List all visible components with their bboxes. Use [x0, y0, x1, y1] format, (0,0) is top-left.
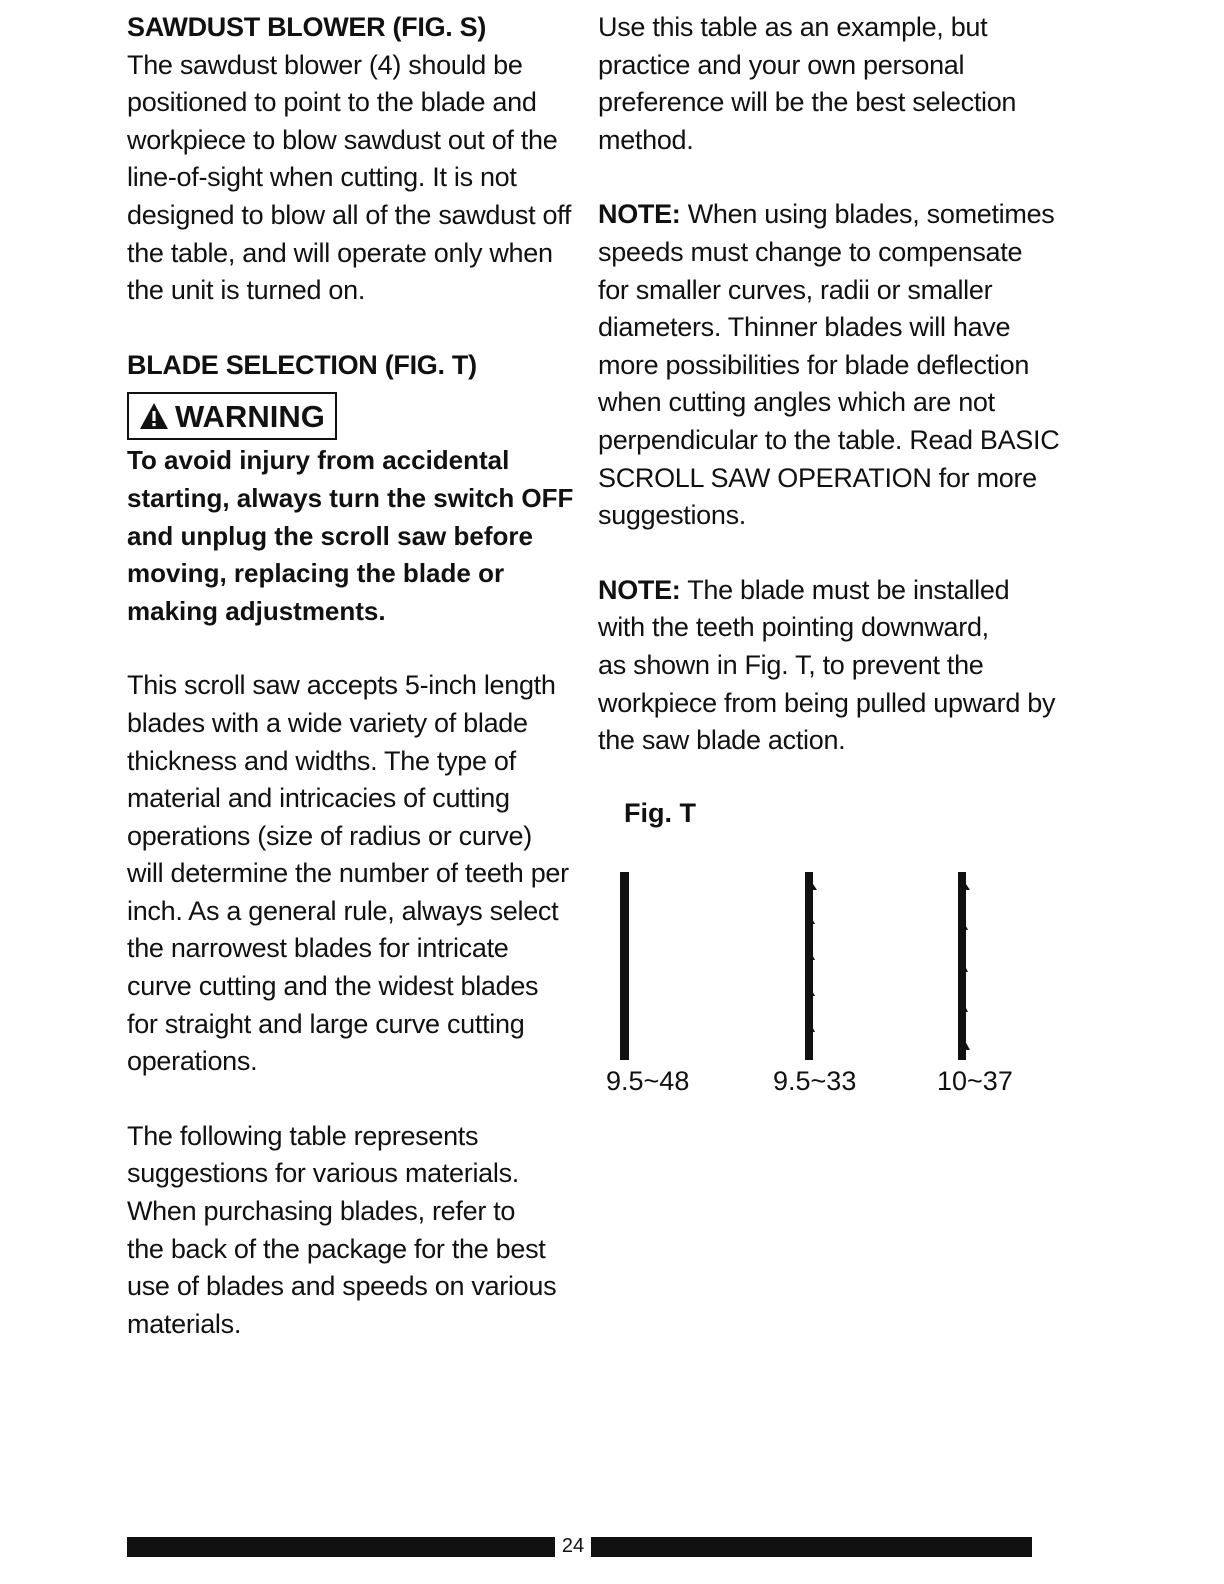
text-line: starting, always turn the switch OFF: [127, 482, 574, 513]
warning-row: [127, 392, 567, 442]
text-fragment: When using blades, sometimes: [680, 199, 1055, 230]
left-column: [127, 9, 574, 1343]
text-line: blades with a wide variety of blade: [127, 707, 528, 738]
text-line: for smaller curves, radii or smaller: [598, 274, 993, 305]
text-line: line-of-sight when cutting. It is not: [127, 162, 517, 193]
figure-t-label: Fig. T: [624, 798, 696, 828]
text-line: When purchasing blades, refer to: [127, 1196, 516, 1227]
page-number: 24: [561, 1535, 585, 1557]
warning-text: [127, 442, 574, 630]
text-line: the table, and will operate only when: [127, 237, 553, 268]
text-line: use of blades and speeds on various: [127, 1271, 557, 1302]
text-fragment: The blade must be installed: [680, 574, 1010, 605]
text-line: method.: [598, 124, 694, 155]
note-label: NOTE:: [598, 199, 681, 230]
text-line: moving, replacing the blade or: [127, 558, 505, 589]
text-line: preference will be the best selection: [598, 87, 1017, 118]
blade-reverse: [958, 872, 970, 1060]
footer-bar-right: [591, 1537, 1032, 1557]
text-line: as shown in Fig. T, to prevent the: [598, 649, 984, 680]
blade-selection-paragraph: [127, 667, 567, 1081]
blade-fine: [620, 872, 629, 1060]
text-line: will determine the number of teeth per: [127, 858, 569, 889]
text-line: curve cutting and the widest blades: [127, 971, 539, 1002]
text-line: To avoid injury from accidental: [127, 445, 510, 476]
warning-triangle-icon: [139, 402, 169, 430]
text-line: This scroll saw accepts 5-inch length: [127, 670, 556, 701]
note-speeds-paragraph: [598, 196, 1060, 534]
text-line: The sawdust blower (4) should be: [127, 49, 523, 80]
text-line: workpiece to blow sawdust out of the: [127, 124, 558, 155]
text-line: with the teeth pointing downward,: [598, 612, 989, 643]
text-line: the back of the package for the best: [127, 1233, 546, 1264]
text-line: designed to blow all of the sawdust off: [127, 199, 572, 230]
blade-label-3: 10~37: [937, 1066, 1013, 1096]
text-line: [598, 196, 1055, 234]
intro-paragraph: [598, 9, 1048, 159]
text-line: and unplug the scroll saw before: [127, 520, 533, 551]
text-line: operations.: [127, 1046, 258, 1077]
text-line: for straight and large curve cutting: [127, 1008, 525, 1039]
text-line: practice and your own personal: [598, 49, 965, 80]
note-label: NOTE:: [598, 574, 681, 605]
text-line: The following table represents: [127, 1120, 479, 1151]
text-line: more possibilities for blade deflection: [598, 349, 1030, 380]
text-line: suggestions.: [598, 500, 746, 531]
text-line: positioned to point to the blade and: [127, 87, 537, 118]
text-line: [598, 572, 1048, 610]
text-line: the narrowest blades for intricate: [127, 933, 509, 964]
blade-label-2: 9.5~33: [773, 1066, 857, 1096]
sawdust-blower-heading: SAWDUST BLOWER (FIG. S): [127, 12, 487, 42]
text-line: making adjustments.: [127, 595, 386, 626]
text-line: the unit is turned on.: [127, 275, 366, 306]
text-line: inch. As a general rule, always select: [127, 895, 559, 926]
footer-bar-left: [127, 1537, 555, 1557]
text-line: when cutting angles which are not: [598, 387, 995, 418]
text-line: SCROLL SAW OPERATION for more: [598, 462, 1037, 493]
blade-selection-heading: BLADE SELECTION (FIG. T): [127, 349, 477, 380]
table-intro-paragraph: [127, 1118, 567, 1344]
text-line: the saw blade action.: [598, 725, 846, 756]
note-blade-direction-paragraph: [598, 572, 1056, 760]
text-line: material and intricacies of cutting: [127, 783, 510, 814]
figure-t-blades: [590, 860, 1010, 1065]
right-column: [598, 9, 1060, 760]
text-line: materials.: [127, 1308, 242, 1339]
warning-label: WARNING: [175, 398, 325, 434]
sawdust-blower-paragraph: [127, 47, 572, 310]
text-line: thickness and widths. The type of: [127, 745, 516, 776]
text-line: diameters. Thinner blades will have: [598, 312, 1011, 343]
text-line: suggestions for various materials.: [127, 1158, 519, 1189]
blade-label-1: 9.5~48: [606, 1066, 690, 1096]
text-line: Use this table as an example, but: [598, 12, 988, 42]
text-line: perpendicular to the table. Read BASIC: [598, 424, 1060, 455]
warning-box: [127, 392, 337, 440]
text-line: speeds must change to compensate: [598, 236, 1023, 267]
text-line: workpiece from being pulled upward by: [598, 687, 1056, 718]
blade-medium: [805, 872, 817, 1060]
text-line: operations (size of radius or curve): [127, 820, 532, 851]
